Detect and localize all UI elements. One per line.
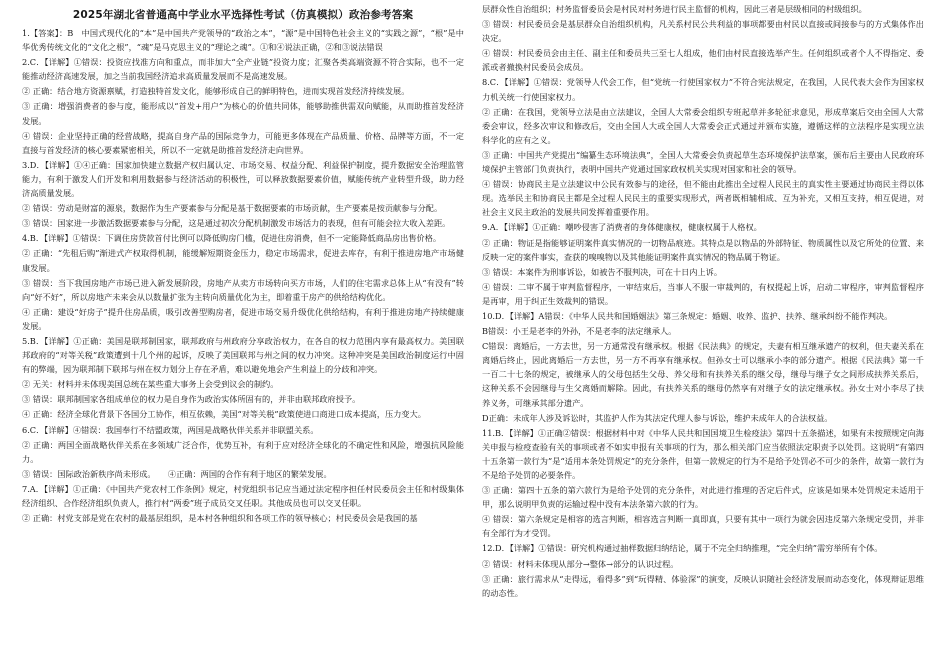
right-paragraph: 9.A．【详解】①正确：嘲吵侵害了消费者的身体健康权，健康权属于人格权。 bbox=[482, 222, 762, 233]
right-paragraph: ③ 错误：本案件为刑事诉讼，如被告不服判决，可在十日内上诉。 bbox=[482, 266, 723, 277]
right-paragraph: 10.D．【详解】A错误：《中华人民共和国婚姻法》第三条规定：婚姻、收养、监护、扶养、继承纠纷不能作判决。 bbox=[482, 310, 893, 321]
right-paragraph: D正确：未成年人涉及诉讼时，其监护人作为其法定代理人参与诉讼，维护未成年人的合法权益。 bbox=[482, 412, 833, 423]
left-paragraph: ② 正确：“先租后购”渐进式产权取得机制，能缓解短期资金压力，稳定市场需求，促进去库存，有利于推进房地产市场健康发展。 bbox=[22, 248, 464, 273]
right-paragraph: ② 正确：物证是指能够证明案件真实情况的一切物品痕迹。其特点是以物品的外部特征、物质属性以及它所处的位置、来反映一定的案件事实，查获的嗅嗅物以及其他能证明案件真实情况的物品属于物证。 bbox=[482, 237, 924, 262]
right-paragraph: ③ 正确：旅行需求从“走得远，看得多”到“玩得精、体验深”的演变，反映认识随社会经济发展而动态变化，体现辩证思维的动态性。 bbox=[482, 573, 924, 598]
right-paragraph: ③ 正确：第四十五条的第六款行为是给予处罚的充分条件，对此进行推理的否定后件式，应该是如果本处罚规定未适用于甲，那么说明甲负责的运输过程中没有本法条第六款的行为。 bbox=[482, 485, 924, 510]
left-paragraph: ④ 错误：企业坚持正确的经营战略，提高自身产品的国际竞争力，可能更多体现在产品质量、价格、品牌等方面，不一定直接与首发经济的核心要素紧密相关，所以不一定就是助推首发经济走向世界。 bbox=[22, 130, 464, 155]
left-paragraph: ② 错误：劳动是财富的源泉，数据作为生产要素参与分配是基于数据要素的市场贡献，生产要素是按贡献参与分配。 bbox=[22, 203, 443, 214]
right-paragraph: C错误：离婚后，一方去世，另一方通常没有继承权。根据《民法典》的规定，夫妻有相互继承遗产的权利，但夫妻关系在离婚后终止，因此离婚后一方去世，另一方不再享有继承权。但孙女士可以继承小李的部分遗产。根据《民法典》第一千一百二十七条的规定，被继承人的父母包括生父母、养父母和有扶养关系的继父母，继母与继子女之间形成扶养关系后，这种关系不会因继母与生父离婚而解除。因此，有扶养关系的继母仍然享有对继子女的法定继承权。孙女士对小李尽了扶养义务，可继承其部分遗产。 bbox=[482, 341, 924, 408]
right-paragraph: B错误：小王是老李的外孙，不是老李的法定继承人。 bbox=[482, 326, 677, 337]
left-paragraph: ② 正确：村党支部是党在农村的最基层组织，是本村各种组织和各项工作的领导核心；村民委员会是我国的基 bbox=[22, 513, 418, 524]
right-paragraph: ④ 错误：村民委员会由主任、副主任和委员共三至七人组成，他们由村民直接选举产生。任何组织或者个人不得指定、委派或者撤换村民委员会成员。 bbox=[482, 48, 924, 73]
left-paragraph: ② 正确：结合地方资源禀赋，打造独特首发文化，能够形成自己的鲜明特色，进而实现首发经济持续发展。 bbox=[22, 86, 410, 97]
left-paragraph: ③ 错误：国际政治新秩序尚未形成。 ④正确：两国的合作有利于地区的繁荣发展。 bbox=[22, 468, 332, 479]
left-paragraph: 7.A．【详解】①正确：《中国共产党农村工作条例》规定，村党组织书记应当通过法定程序担任村民委员会主任和村级集体经济组织、合作经济组织负责人，推行村“两委”班子成员交叉任职。其他成员也可以交叉任职。 bbox=[22, 483, 464, 508]
right-paragraph: ② 正确：在我国，党领导立法是由立法建议，全国人大常委会组织专班起草并多轮征求意见，形成草案后交由全国人大常委会审议，经多次审议和修改后，交由全国人大或全国人大常委会正式通过并颁布实施，遵循这样的立法程序是实现立法科学化的应有之义。 bbox=[482, 106, 924, 145]
left-paragraph: 4.B．【详解】①错误：下调住房贷款首付比例可以降低购房门槛，促进住房消费，但不一定能降低商品房出售价格。 bbox=[22, 233, 442, 244]
right-paragraphs bbox=[482, 2, 924, 600]
left-paragraphs bbox=[22, 26, 464, 525]
left-paragraph: ② 正确：两国全面战略伙伴关系在多领域广泛合作，优势互补，有利于应对经济全球化的不确定性和风险，增强抗风险能力。 bbox=[22, 439, 464, 464]
left-paragraph: ③ 错误：国家进一步激活数据要素参与分配，这是通过初次分配机制激发市场活力的表现，但有可能会拉大收入差距。 bbox=[22, 218, 451, 229]
left-paragraph: 3.D．【详解】①④正确：国家加快建立数据产权归属认定、市场交易、权益分配、利益保护制度，提升数据安全治理监管能力，有利于激发人们开发和利用数据参与经济活动的积极性，可以释放数据要素价值，赋能传统产业转型升级，助力经济高质量发展。 bbox=[22, 159, 464, 199]
left-paragraph: 6.C．【详解】④错误：我国奉行不结盟政策，两国是战略伙伴关系并非联盟关系。 bbox=[22, 424, 319, 435]
left-paragraph: ② 无关：材料并未体现美国总统在某些重大事务上会受到议会的制约。 bbox=[22, 379, 279, 390]
right-paragraph: ④ 错误：第六条规定是相容的选言判断，相容选言判断一真即真，只要有其中一项行为就会因违反第六条规定受罚，并非有全部行为才受罚。 bbox=[482, 514, 924, 539]
right-paragraph: ② 错误：材料未体现从部分→整体→部分的认识过程。 bbox=[482, 558, 679, 569]
left-paragraph: ④ 正确：建设“好房子”提升住房品质，吸引改善型购房者，促进市场交易升级优化供给结构，有利于推进房地产持续健康发展。 bbox=[22, 306, 464, 331]
right-column bbox=[482, 0, 924, 672]
left-paragraph: ④ 正确：经济全球化背景下各国分工协作，相互依赖，美国“对等关税”政策使进口商进口成本提高，压力变大。 bbox=[22, 409, 426, 420]
right-paragraph: 12.D．【详解】①错误：研究机构通过抽样数据归纳结论，属于不完全归纳推理，“完全归纳”需穷举所有个体。 bbox=[482, 543, 883, 554]
document-title: 2025年湖北省普通高中学业水平选择性考试（仿真模拟）政治参考答案 bbox=[72, 9, 414, 21]
left-paragraph: ③ 错误：联邦制国家各组成单位的权力是自身作为政治实体所固有的，并非由联邦政府授予。 bbox=[22, 394, 361, 405]
right-paragraph: 8.C．【详解】①错误：党领导人代会工作，但“党统一行使国家权力”不符合宪法规定，在我国，人民代表大会作为国家权力机关统一行使国家权力。 bbox=[482, 77, 924, 102]
left-paragraph: 5.B．【详解】①正确：美国是联邦制国家，联邦政府与州政府分享政治权力，在各自的权力范围内享有最高权力。美国联邦政府的“对等关税”政策遭到十几个州的起诉，反映了美国联邦与州之间的权力冲突。这种冲突是美国政治制度运行中固有的弊端，因为联邦制下联邦与州在权力划分上存在矛盾，难以避免地会产生利益上的分歧和冲突。 bbox=[22, 335, 464, 375]
left-paragraph: 2.C．【详解】①错误：投资应找准方向和重点，而非加大“全产业链”投资力度；汇聚各类高端资源不符合实际，也不一定能推动经济高速发展，加之当前我国经济追求高质量发展而不是高速发展。 bbox=[22, 57, 464, 82]
right-paragraph: 层群众性自治组织；村务监督委员会是村民对村务进行民主监督的机构，因此三者是层级相同的村级组织。 bbox=[482, 4, 867, 14]
left-paragraph: ③ 错误：当下我国房地产市场已进入新发展阶段，房地产从卖方市场转向买方市场，人们的住宅需求总体上从“有没有”转向“好不好”，所以房地产未来会从以数量扩张为主转向质量优化为主，即着重于房产的供给结构优化。 bbox=[22, 277, 464, 302]
right-paragraph: ③ 正确：中国共产党提出“编纂生态环境法典”，全国人大常委会负责起草生态环境保护法草案，颁布后主要由人民政府环境保护主管部门负责执行，表明中国共产党通过国家政权机关实现对国家和社会的领导。 bbox=[482, 149, 924, 175]
right-paragraph: 11.B．【详解】①正确②错误：根据材料中对《中华人民共和国国境卫生检疫法》第四十五条描述，如果有未按照规定向海关申报与检疫查验有关的事项或者不如实申报有关事项的行为，那么相关部门应当依照法定职责予以处罚。这说明“有第四十五条第一款行为”是“适用本条处罚规定”的充分条件，但第一款规定的行为不是给予处罚必不可少的条件，故第一款行为不是给予处罚的必要条件。 bbox=[482, 427, 924, 480]
left-paragraph: ③ 正确：增强消费者的参与度，能形成以“首发+用户”为核心的价值共同体，能够助推供需双向赋能，从而助推首发经济发展。 bbox=[22, 101, 464, 126]
left-paragraph: 1.【答案】：B 中国式现代化的“本”是中国共产党领导的“政治之本”，“源”是中国特色社会主义的“实践之源”，“根”是中华优秀传统文化的“文化之根”，“魂”是马克思主义的“理论之魂”。①和④说法正确，②和③说法错误 bbox=[22, 28, 464, 53]
right-paragraph: ③ 错误：村民委员会是基层群众自治组织机构，凡关系村民公共利益的事项都要由村民以直接或间接参与的方式集体作出决定。 bbox=[482, 19, 924, 44]
left-column bbox=[22, 0, 464, 672]
right-paragraph: ④ 错误：协商民主是立法建议中公民有效参与的途径，但不能由此推出全过程人民民主的真实性主要通过协商民主得以体现。选举民主和协商民主都是全过程人民民主的重要实现形式，两者既相辅相成、互为补充，又相互支持，相互促进，对社会主义民主政治的发展共同发挥着重要作用。 bbox=[482, 179, 924, 218]
right-paragraph: ④ 错误：二审不属于审判监督程序，一审结束后，当事人不服一审裁判的，有权提起上诉，启动二审程序，审判监督程序是再审，用于纠正生效裁判的错误。 bbox=[482, 281, 924, 306]
